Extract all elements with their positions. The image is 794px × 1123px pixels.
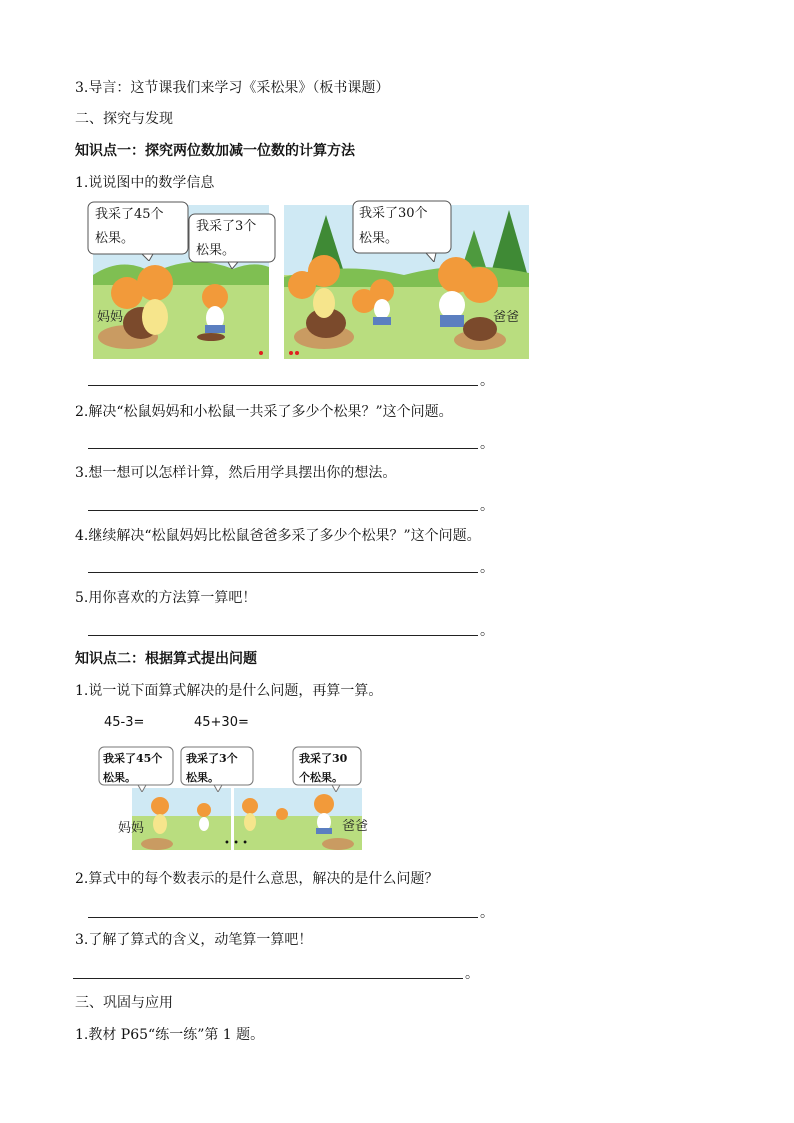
answer-period-1: 。 (480, 373, 494, 389)
knowledge-point-two-title: 知识点二：根据算式提出问题 (75, 651, 257, 667)
label-mom-1: 妈妈 (97, 310, 124, 325)
kp1-question-1: 1.说说图中的数学信息 (75, 175, 215, 191)
answer-line-1[interactable] (88, 385, 478, 386)
answer-period-3: 。 (480, 498, 494, 514)
answer-line-5[interactable] (88, 635, 478, 636)
answer-period-7: 。 (465, 966, 479, 982)
bubble-dad-1-line2: 松果。 (359, 231, 399, 246)
label-mom-2: 妈妈 (118, 821, 145, 836)
formula-1: 45-3= (104, 715, 145, 730)
section-two-title: 二、探究与发现 (75, 111, 173, 127)
kp1-question-2: 2.解决“松鼠妈妈和小松鼠一共采了多少个松果？”这个问题。 (75, 404, 453, 420)
bubble-mom-1-line1: 我采了45个 (95, 207, 164, 222)
bubble-mom-2-line2: 松果。 (103, 771, 136, 784)
bubble-kid-2-line1: 我采了3个 (186, 752, 238, 765)
kp2-question-2: 2.算式中的每个数表示的是什么意思，解决的是什么问题？ (75, 871, 439, 887)
answer-line-4[interactable] (88, 572, 478, 573)
bubble-mom-1-line2: 松果。 (95, 231, 135, 246)
formula-2: 45+30= (194, 715, 249, 730)
answer-period-6: 。 (480, 905, 494, 921)
kp1-question-3: 3.想一想可以怎样计算，然后用学具摆出你的想法。 (75, 465, 397, 481)
answer-line-6[interactable] (88, 917, 478, 918)
kp2-question-1: 1.说一说下面算式解决的是什么问题，再算一算。 (75, 683, 383, 699)
section-three-title: 三、巩固与应用 (75, 995, 173, 1011)
dots-decoration: • • • (224, 838, 249, 849)
bubble-mom-2-line1: 我采了45个 (103, 752, 163, 765)
kp1-question-4: 4.继续解决“松鼠妈妈比松鼠爸爸多采了多少个松果？”这个问题。 (75, 528, 481, 544)
answer-period-4: 。 (480, 560, 494, 576)
answer-period-2: 。 (480, 436, 494, 452)
bubble-kid-2-line2: 松果。 (186, 771, 219, 784)
label-dad-1: 爸爸 (493, 310, 520, 325)
answer-line-2[interactable] (88, 448, 478, 449)
knowledge-point-one-title: 知识点一：探究两位数加减一位数的计算方法 (75, 143, 355, 159)
bubble-dad-2-line1: 我采了30 (299, 752, 348, 765)
bubble-dad-2-line2: 个松果。 (299, 771, 343, 784)
kp2-question-3: 3.了解了算式的含义，动笔算一算吧！ (75, 932, 313, 948)
answer-line-3[interactable] (88, 510, 478, 511)
bubble-kid-1-line2: 松果。 (196, 243, 236, 258)
bubble-kid-1-line1: 我采了3个 (196, 219, 257, 234)
intro-line: 3.导言：这节课我们来学习《采松果》（板书课题） (75, 80, 390, 96)
section3-question-1: 1.教材 P65“练一练”第 1 题。 (75, 1027, 265, 1043)
answer-line-7[interactable] (73, 978, 463, 979)
kp1-question-5: 5.用你喜欢的方法算一算吧！ (75, 590, 257, 606)
label-dad-2: 爸爸 (342, 819, 369, 834)
bubble-dad-1-line1: 我采了30个 (359, 206, 428, 221)
answer-period-5: 。 (480, 623, 494, 639)
